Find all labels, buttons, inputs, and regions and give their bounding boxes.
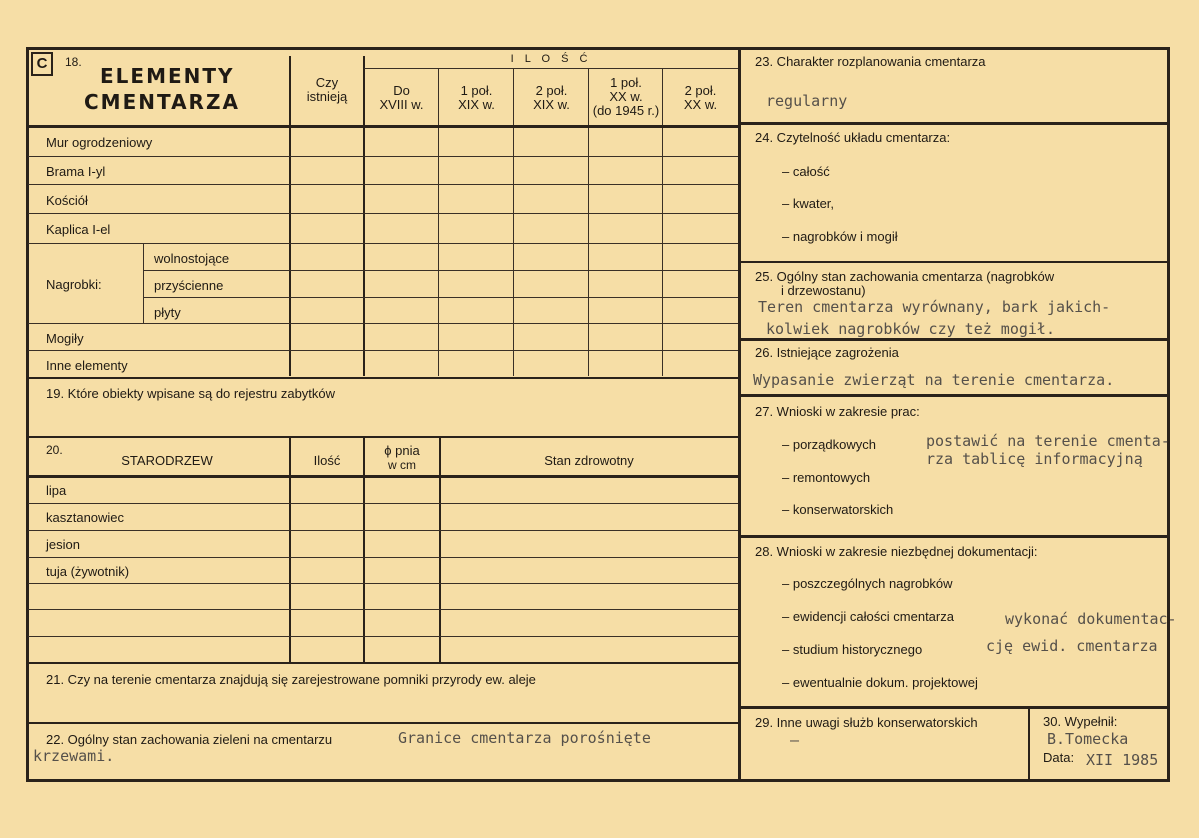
divider xyxy=(28,722,738,724)
period-line: 1 poł. xyxy=(610,75,642,90)
period-line: Do xyxy=(393,83,410,98)
col-stan-header: Stan zdrowotny xyxy=(544,453,634,468)
tree-row: tuja (żywotnik) xyxy=(46,564,130,579)
q25-typed-line1: Teren cmentarza wyrównany, bark jakich- xyxy=(758,298,1111,316)
col-ilosc-header: Ilość xyxy=(313,453,341,468)
col-exists-line1: Czy xyxy=(315,75,339,90)
row-label: Kaplica I-el xyxy=(46,222,111,237)
ilosc-header: I L O Ś Ć xyxy=(510,53,592,65)
divider xyxy=(1028,707,1030,781)
period-header-5 xyxy=(664,84,737,112)
row-label: Nagrobki: xyxy=(46,277,102,292)
elements-title-line1: ELEMENTY xyxy=(100,64,235,88)
q30-typed-name: B.Tomecka xyxy=(1047,730,1129,748)
divider xyxy=(28,583,738,584)
q30-date-label: Data: xyxy=(1043,750,1075,765)
row-label: Brama I-yl xyxy=(46,164,106,179)
period-line: (do 1945 r.) xyxy=(592,103,660,118)
divider xyxy=(28,530,738,531)
divider xyxy=(739,122,1169,125)
row-sublabel: wolnostojące xyxy=(154,251,230,266)
divider xyxy=(289,437,291,663)
period-line: XX w. xyxy=(609,89,643,104)
period-header-2 xyxy=(440,84,513,112)
q30-typed-date: XII 1985 xyxy=(1086,751,1159,769)
period-line: 1 poł. xyxy=(460,83,493,98)
q28-item: – ewidencji całości cmentarza xyxy=(782,609,954,624)
row-label: Mogiły xyxy=(46,331,84,346)
period-line: XX w. xyxy=(683,97,718,112)
col-fi-line1: ϕ pnia xyxy=(384,443,420,458)
q18-number: 18. xyxy=(65,55,82,69)
row-sublabel: przyścienne xyxy=(154,278,224,293)
q25-label-line2: i drzewostanu) xyxy=(781,283,866,298)
q25-label-line1: 25. Ogólny stan zachowania cmentarza (nagrobków xyxy=(755,269,1055,284)
col-fi-header xyxy=(365,443,439,473)
q28-label: 28. Wnioski w zakresie niezbędnej dokumentacji: xyxy=(755,544,1038,559)
q27-label: 27. Wnioski w zakresie prac: xyxy=(755,404,920,419)
q26-typed: Wypasanie zwierząt na terenie cmentarza. xyxy=(753,371,1115,389)
tree-row: jesion xyxy=(46,537,80,552)
q28-item: – studium historycznego xyxy=(782,642,923,657)
divider xyxy=(28,213,738,214)
divider xyxy=(28,243,738,244)
q22-typed-line1: Granice cmentarza porośnięte xyxy=(398,729,651,747)
q24-item: – nagrobków i mogił xyxy=(782,229,898,244)
period-line: XIX w. xyxy=(458,97,495,112)
divider xyxy=(739,338,1169,341)
q30-label: 30. Wypełnił: xyxy=(1043,714,1118,729)
divider xyxy=(28,475,739,478)
period-header-3 xyxy=(515,84,588,112)
divider xyxy=(439,437,441,663)
divider xyxy=(28,377,738,379)
divider xyxy=(28,350,738,351)
col-exists-header xyxy=(291,76,363,104)
q22-typed-line2: krzewami. xyxy=(33,747,115,765)
col-exists-line2: istnieją xyxy=(306,89,348,104)
divider xyxy=(28,609,738,610)
divider xyxy=(28,184,738,185)
period-line: 2 poł. xyxy=(535,83,568,98)
divider xyxy=(28,636,738,637)
q26-label: 26. Istniejące zagrożenia xyxy=(755,345,899,360)
divider xyxy=(143,270,738,271)
divider xyxy=(28,323,738,324)
starodrzew-title: STARODRZEW xyxy=(121,453,213,468)
section-mark: C xyxy=(31,52,53,76)
divider xyxy=(28,557,738,558)
divider xyxy=(143,244,144,324)
divider xyxy=(28,156,738,157)
q27-typed-line2: rza tablicę informacyjną xyxy=(926,450,1143,468)
divider xyxy=(364,68,738,69)
row-sublabel: płyty xyxy=(154,305,181,320)
tree-row: lipa xyxy=(46,483,67,498)
divider xyxy=(739,261,1169,263)
divider xyxy=(28,662,738,664)
q24-label: 24. Czytelność układu cmentarza: xyxy=(755,130,951,145)
divider xyxy=(28,125,739,128)
q29-typed: – xyxy=(790,731,800,749)
q27-item: – remontowych xyxy=(782,470,871,485)
elements-title-line2: CMENTARZA xyxy=(84,90,240,114)
divider xyxy=(28,436,738,438)
q24-item: – kwater, xyxy=(782,196,835,211)
q27-typed-line1: postawić na terenie cmenta- xyxy=(926,432,1170,450)
q22-label: 22. Ogólny stan zachowania zieleni na cmentarzu xyxy=(46,732,333,747)
q28-typed-line2: cję ewid. cmentarza xyxy=(986,637,1158,655)
divider xyxy=(739,394,1169,397)
q28-item: – poszczególnych nagrobków xyxy=(782,576,953,591)
col-fi-line2: w cm xyxy=(388,458,416,472)
row-label: Inne elementy xyxy=(46,358,128,373)
q27-item: – konserwatorskich xyxy=(782,502,894,517)
tree-row: kasztanowiec xyxy=(46,510,125,525)
q23-label: 23. Charakter rozplanowania cmentarza xyxy=(755,54,986,69)
q23-typed: regularny xyxy=(766,92,848,110)
row-label: Kościół xyxy=(46,193,88,208)
q24-item: – całość xyxy=(782,164,830,179)
q27-item: – porządkowych xyxy=(782,437,876,452)
q19-label: 19. Które obiekty wpisane są do rejestru zabytków xyxy=(46,386,336,401)
divider xyxy=(438,68,439,376)
divider xyxy=(143,297,738,298)
period-line: XIX w. xyxy=(533,97,570,112)
divider xyxy=(363,437,365,663)
q21-label: 21. Czy na terenie cmentarza znajdują się zarejestrowane pomniki przyrody ew. aleje xyxy=(46,672,536,687)
row-label: Mur ogrodzeniowy xyxy=(46,135,153,150)
divider xyxy=(739,535,1169,538)
divider xyxy=(513,68,514,376)
divider xyxy=(289,56,291,376)
period-header-1 xyxy=(365,84,438,112)
q20-number: 20. xyxy=(46,443,63,457)
q25-typed-line2: kolwiek nagrobków czy też mogił. xyxy=(766,320,1055,338)
column-divider xyxy=(738,48,741,781)
divider xyxy=(28,503,738,504)
period-header-4 xyxy=(589,76,663,118)
q28-typed-line1: wykonać dokumentac- xyxy=(1005,610,1177,628)
q28-item: – ewentualnie dokum. projektowej xyxy=(782,675,978,690)
q29-label: 29. Inne uwagi służb konserwatorskich xyxy=(755,715,978,730)
period-line: XVIII w. xyxy=(379,97,424,112)
period-line: 2 poł. xyxy=(684,83,717,98)
divider xyxy=(739,706,1169,709)
